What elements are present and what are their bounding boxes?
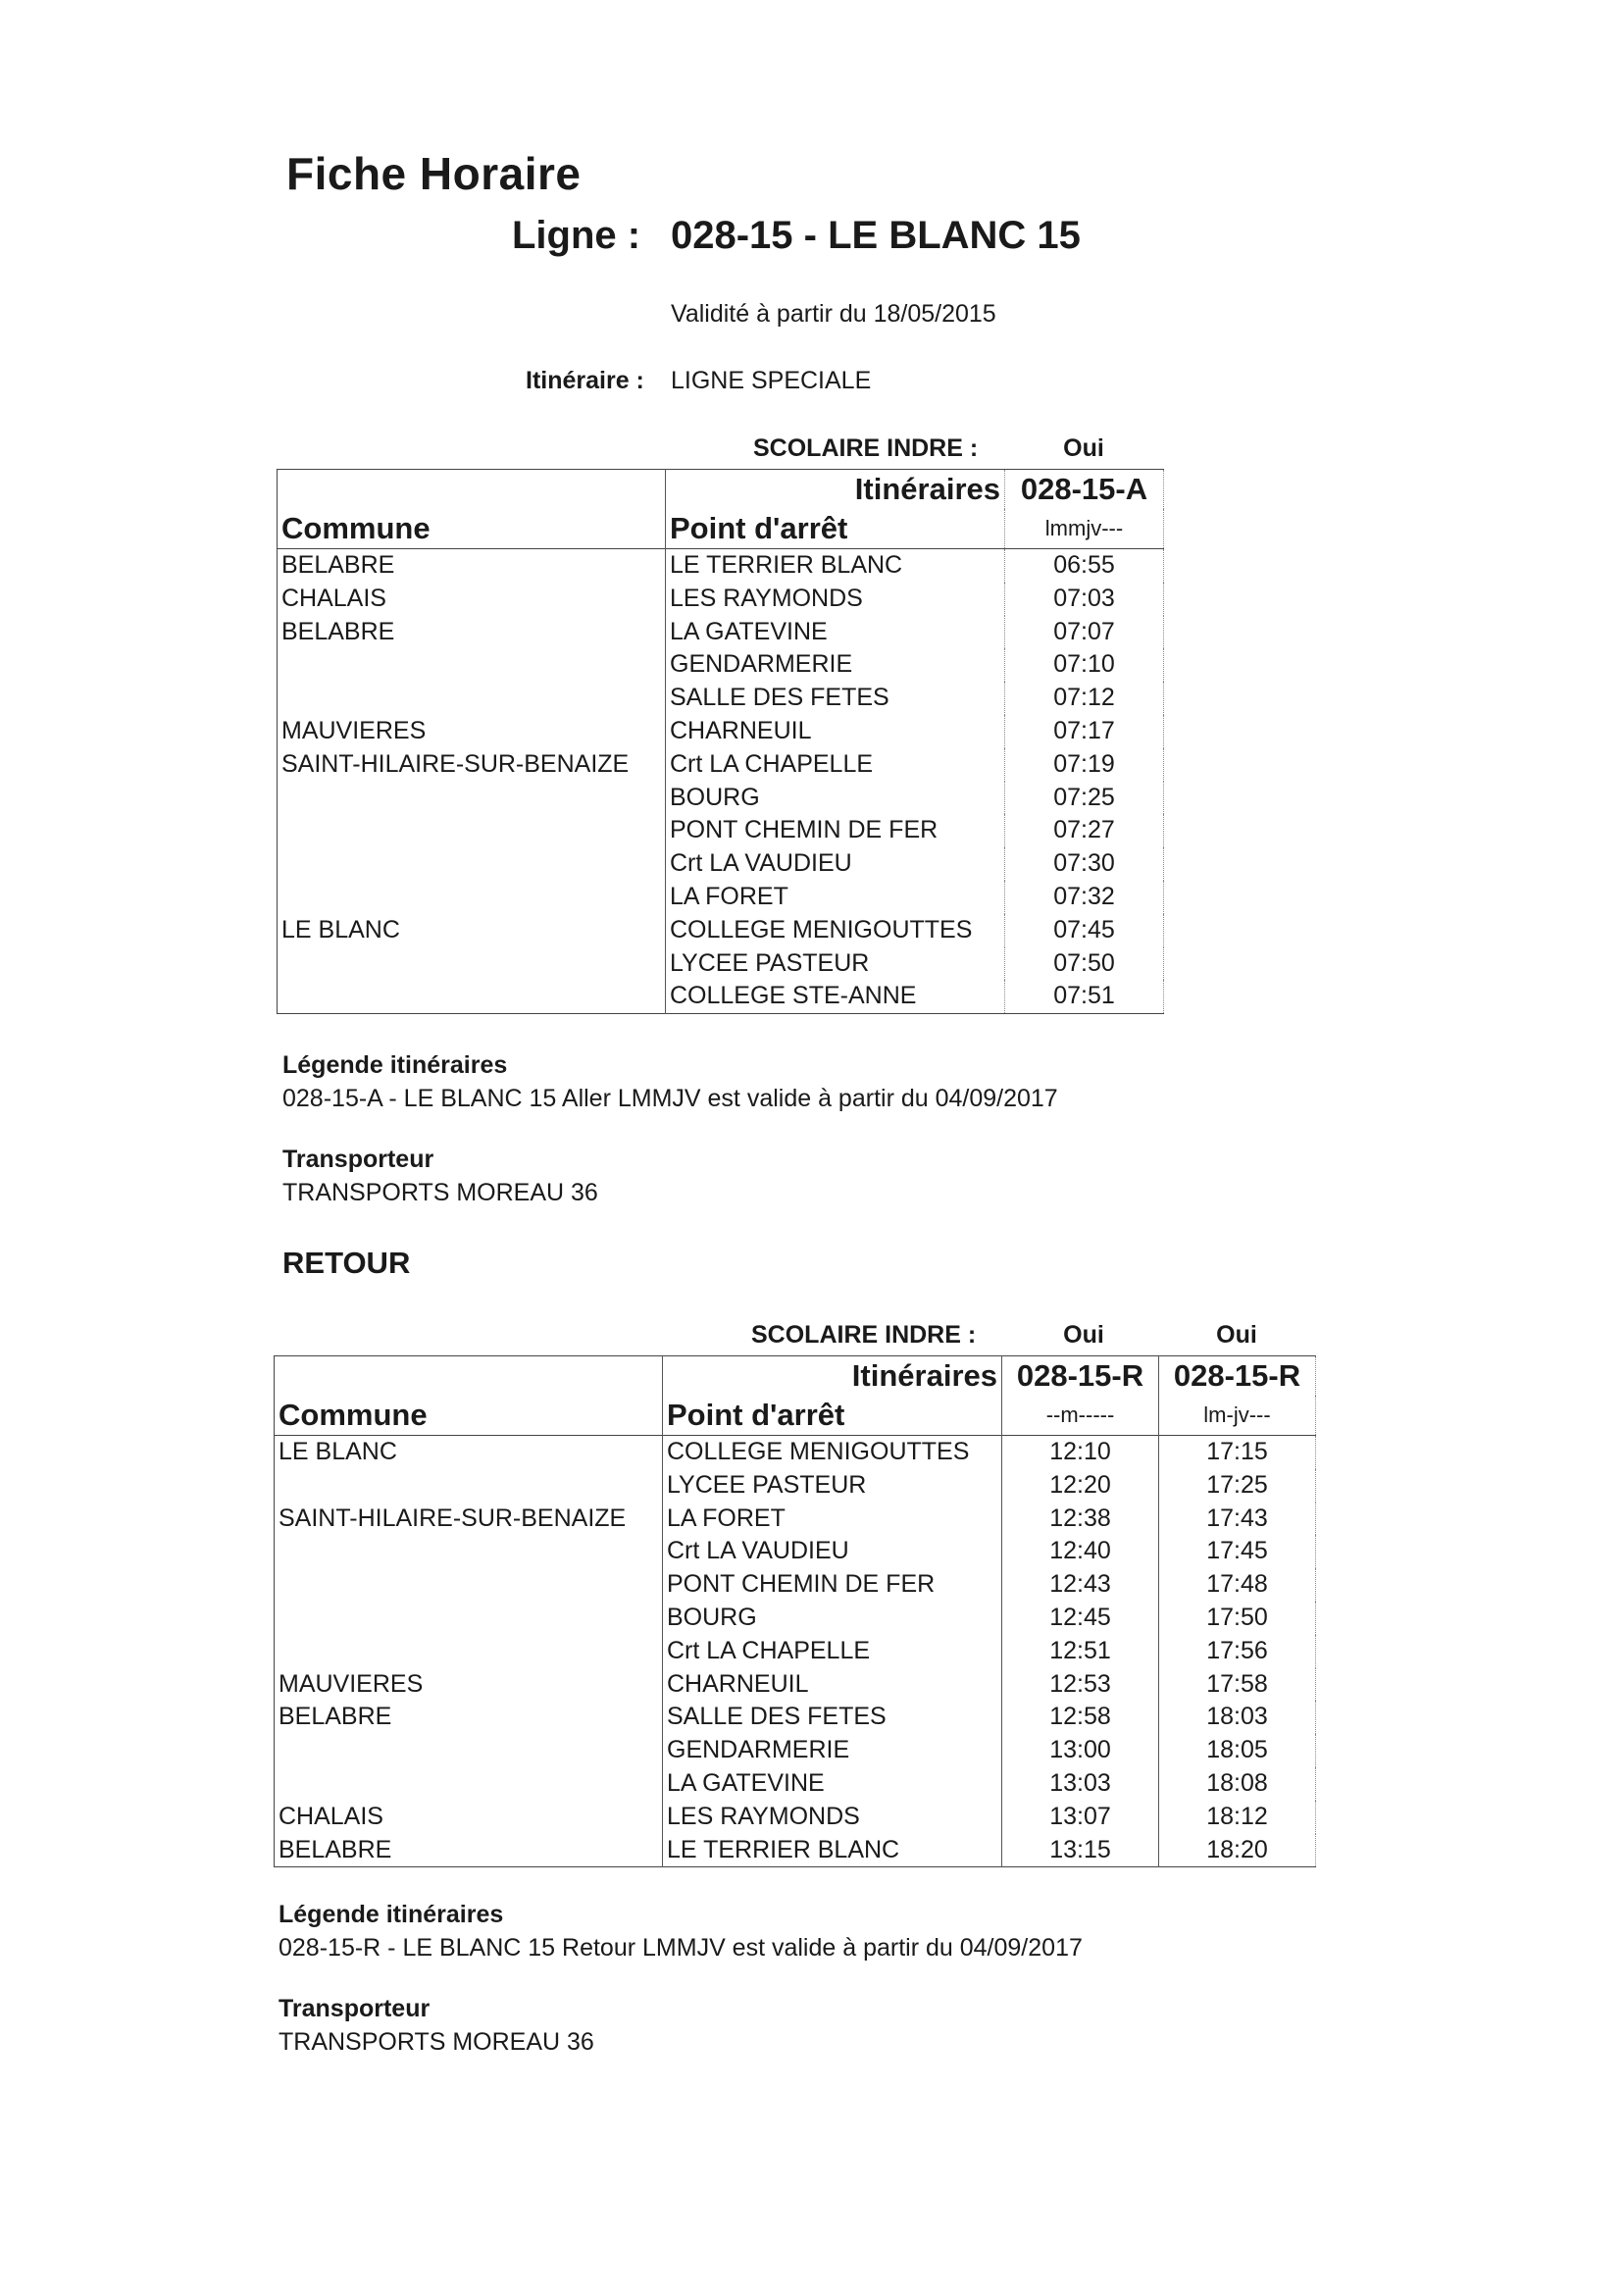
stop-cell: SALLE DES FETES [663, 1701, 1002, 1734]
retour-scolaire-value-1: Oui [1063, 1321, 1104, 1349]
stop-cell: GENDARMERIE [666, 648, 1005, 682]
stop-cell: LE TERRIER BLANC [663, 1834, 1002, 1867]
commune-cell [275, 1635, 663, 1668]
table-row [275, 1767, 1316, 1801]
table-row [275, 1635, 1316, 1668]
retour-route-code-2: 028-15-R [1159, 1356, 1316, 1397]
stop-cell: GENDARMERIE [663, 1734, 1002, 1767]
retour-itineraires-label: Itinéraires [663, 1356, 1002, 1397]
time-cell: 07:50 [1005, 947, 1164, 981]
aller-legend-title: Légende itinéraires [282, 1051, 508, 1079]
commune-cell [275, 1767, 663, 1801]
stop-cell: LYCEE PASTEUR [663, 1469, 1002, 1503]
time-cell: 07:51 [1005, 980, 1164, 1013]
table-row [278, 914, 1164, 947]
table-row [278, 980, 1164, 1013]
retour-timetable [274, 1355, 1316, 1867]
table-row [275, 1801, 1316, 1834]
stop-cell: LE TERRIER BLANC [666, 549, 1005, 583]
time-cell: 07:07 [1005, 616, 1164, 649]
commune-cell [278, 980, 666, 1013]
time-cell: 07:03 [1005, 583, 1164, 616]
table-row [275, 1668, 1316, 1702]
aller-commune-header: Commune [278, 509, 666, 549]
table-row [278, 715, 1164, 748]
itinerary-value: LIGNE SPECIALE [671, 367, 872, 394]
commune-cell [275, 1535, 663, 1568]
commune-cell [278, 847, 666, 881]
time-cell: 07:19 [1005, 748, 1164, 782]
stop-cell: COLLEGE MENIGOUTTES [663, 1436, 1002, 1469]
retour-legend-text: 028-15-R - LE BLANC 15 Retour LMMJV est valide à partir du 04/09/2017 [279, 1934, 1083, 1962]
time-cell: 17:50 [1159, 1602, 1316, 1635]
table-row [278, 583, 1164, 616]
table-row [278, 782, 1164, 815]
time-cell: 07:45 [1005, 914, 1164, 947]
time-cell: 07:12 [1005, 682, 1164, 715]
aller-header-blank [278, 470, 666, 510]
table-row [278, 814, 1164, 847]
time-cell: 12:10 [1002, 1436, 1159, 1469]
line-value: 028-15 - LE BLANC 15 [671, 214, 1081, 257]
time-cell: 18:05 [1159, 1734, 1316, 1767]
time-cell: 13:07 [1002, 1801, 1159, 1834]
table-row [278, 549, 1164, 583]
time-cell: 17:25 [1159, 1469, 1316, 1503]
stop-cell: LES RAYMONDS [663, 1801, 1002, 1834]
page-title: Fiche Horaire [286, 148, 582, 199]
aller-route-code: 028-15-A [1005, 470, 1164, 510]
commune-cell: LE BLANC [275, 1436, 663, 1469]
table-row [275, 1734, 1316, 1767]
commune-cell [278, 782, 666, 815]
time-cell: 07:27 [1005, 814, 1164, 847]
commune-cell [275, 1602, 663, 1635]
aller-days: lmmjv--- [1005, 509, 1164, 549]
stop-cell: LA GATEVINE [663, 1767, 1002, 1801]
aller-timetable [277, 469, 1164, 1014]
commune-cell: CHALAIS [278, 583, 666, 616]
stop-cell: LES RAYMONDS [666, 583, 1005, 616]
table-row [275, 1568, 1316, 1602]
time-cell: 12:40 [1002, 1535, 1159, 1568]
commune-cell: BELABRE [278, 616, 666, 649]
stop-cell: LA FORET [666, 881, 1005, 914]
table-row [275, 1834, 1316, 1867]
stop-cell: PONT CHEMIN DE FER [666, 814, 1005, 847]
retour-scolaire-label: SCOLAIRE INDRE : [751, 1321, 977, 1349]
stop-cell: BOURG [663, 1602, 1002, 1635]
stop-cell: Crt LA CHAPELLE [666, 748, 1005, 782]
time-cell: 12:20 [1002, 1469, 1159, 1503]
time-cell: 06:55 [1005, 549, 1164, 583]
validity-text: Validité à partir du 18/05/2015 [671, 300, 996, 328]
retour-route-code-1: 028-15-R [1002, 1356, 1159, 1397]
line-label: Ligne : [512, 214, 641, 257]
time-cell: 07:25 [1005, 782, 1164, 815]
commune-cell [278, 682, 666, 715]
retour-scolaire-value-2: Oui [1216, 1321, 1257, 1349]
commune-cell: SAINT-HILAIRE-SUR-BENAIZE [275, 1503, 663, 1536]
retour-carrier-title: Transporteur [279, 1995, 431, 2022]
retour-carrier-value: TRANSPORTS MOREAU 36 [279, 2028, 594, 2056]
stop-cell: PONT CHEMIN DE FER [663, 1568, 1002, 1602]
commune-cell: MAUVIERES [278, 715, 666, 748]
stop-cell: COLLEGE STE-ANNE [666, 980, 1005, 1013]
aller-carrier-value: TRANSPORTS MOREAU 36 [282, 1179, 598, 1206]
table-row [278, 748, 1164, 782]
time-cell: 12:45 [1002, 1602, 1159, 1635]
stop-cell: SALLE DES FETES [666, 682, 1005, 715]
retour-days-2: lm-jv--- [1159, 1396, 1316, 1436]
table-row [278, 847, 1164, 881]
retour-legend-title: Légende itinéraires [279, 1901, 504, 1928]
time-cell: 17:48 [1159, 1568, 1316, 1602]
aller-carrier-title: Transporteur [282, 1146, 434, 1173]
table-row [278, 947, 1164, 981]
stop-cell: Crt LA VAUDIEU [663, 1535, 1002, 1568]
commune-cell [278, 947, 666, 981]
time-cell: 12:53 [1002, 1668, 1159, 1702]
time-cell: 12:51 [1002, 1635, 1159, 1668]
retour-days-1: --m----- [1002, 1396, 1159, 1436]
time-cell: 12:38 [1002, 1503, 1159, 1536]
commune-cell: BELABRE [275, 1701, 663, 1734]
table-row [275, 1503, 1316, 1536]
commune-cell [278, 648, 666, 682]
time-cell: 12:43 [1002, 1568, 1159, 1602]
table-row [275, 1436, 1316, 1469]
time-cell: 17:58 [1159, 1668, 1316, 1702]
commune-cell [278, 881, 666, 914]
time-cell: 17:45 [1159, 1535, 1316, 1568]
retour-header-blank [275, 1356, 663, 1397]
table-row [278, 616, 1164, 649]
time-cell: 17:43 [1159, 1503, 1316, 1536]
time-cell: 13:03 [1002, 1767, 1159, 1801]
time-cell: 17:15 [1159, 1436, 1316, 1469]
time-cell: 07:32 [1005, 881, 1164, 914]
stop-cell: COLLEGE MENIGOUTTES [666, 914, 1005, 947]
aller-scolaire-label: SCOLAIRE INDRE : [753, 434, 979, 462]
table-row [275, 1701, 1316, 1734]
time-cell: 18:03 [1159, 1701, 1316, 1734]
table-row [278, 881, 1164, 914]
commune-cell [275, 1734, 663, 1767]
time-cell: 12:58 [1002, 1701, 1159, 1734]
aller-itineraires-label: Itinéraires [666, 470, 1005, 510]
time-cell: 07:17 [1005, 715, 1164, 748]
stop-cell: CHARNEUIL [666, 715, 1005, 748]
retour-commune-header: Commune [275, 1396, 663, 1436]
commune-cell: CHALAIS [275, 1801, 663, 1834]
commune-cell: BELABRE [278, 549, 666, 583]
table-row [275, 1535, 1316, 1568]
aller-scolaire-value: Oui [1063, 434, 1104, 462]
stop-cell: Crt LA CHAPELLE [663, 1635, 1002, 1668]
aller-point-header: Point d'arrêt [666, 509, 1005, 549]
stop-cell: LA GATEVINE [666, 616, 1005, 649]
stop-cell: LA FORET [663, 1503, 1002, 1536]
commune-cell: BELABRE [275, 1834, 663, 1867]
itinerary-label: Itinéraire : [526, 367, 644, 394]
stop-cell: Crt LA VAUDIEU [666, 847, 1005, 881]
table-row [275, 1602, 1316, 1635]
time-cell: 07:30 [1005, 847, 1164, 881]
commune-cell [275, 1469, 663, 1503]
commune-cell: LE BLANC [278, 914, 666, 947]
table-row [278, 682, 1164, 715]
table-row [275, 1469, 1316, 1503]
retour-point-header: Point d'arrêt [663, 1396, 1002, 1436]
stop-cell: BOURG [666, 782, 1005, 815]
commune-cell [275, 1568, 663, 1602]
time-cell: 13:00 [1002, 1734, 1159, 1767]
commune-cell: SAINT-HILAIRE-SUR-BENAIZE [278, 748, 666, 782]
time-cell: 17:56 [1159, 1635, 1316, 1668]
stop-cell: LYCEE PASTEUR [666, 947, 1005, 981]
time-cell: 07:10 [1005, 648, 1164, 682]
time-cell: 18:08 [1159, 1767, 1316, 1801]
time-cell: 13:15 [1002, 1834, 1159, 1867]
commune-cell: MAUVIERES [275, 1668, 663, 1702]
commune-cell [278, 814, 666, 847]
table-row [278, 648, 1164, 682]
time-cell: 18:12 [1159, 1801, 1316, 1834]
aller-legend-text: 028-15-A - LE BLANC 15 Aller LMMJV est valide à partir du 04/09/2017 [282, 1085, 1058, 1112]
stop-cell: CHARNEUIL [663, 1668, 1002, 1702]
time-cell: 18:20 [1159, 1834, 1316, 1867]
retour-title: RETOUR [282, 1246, 411, 1280]
